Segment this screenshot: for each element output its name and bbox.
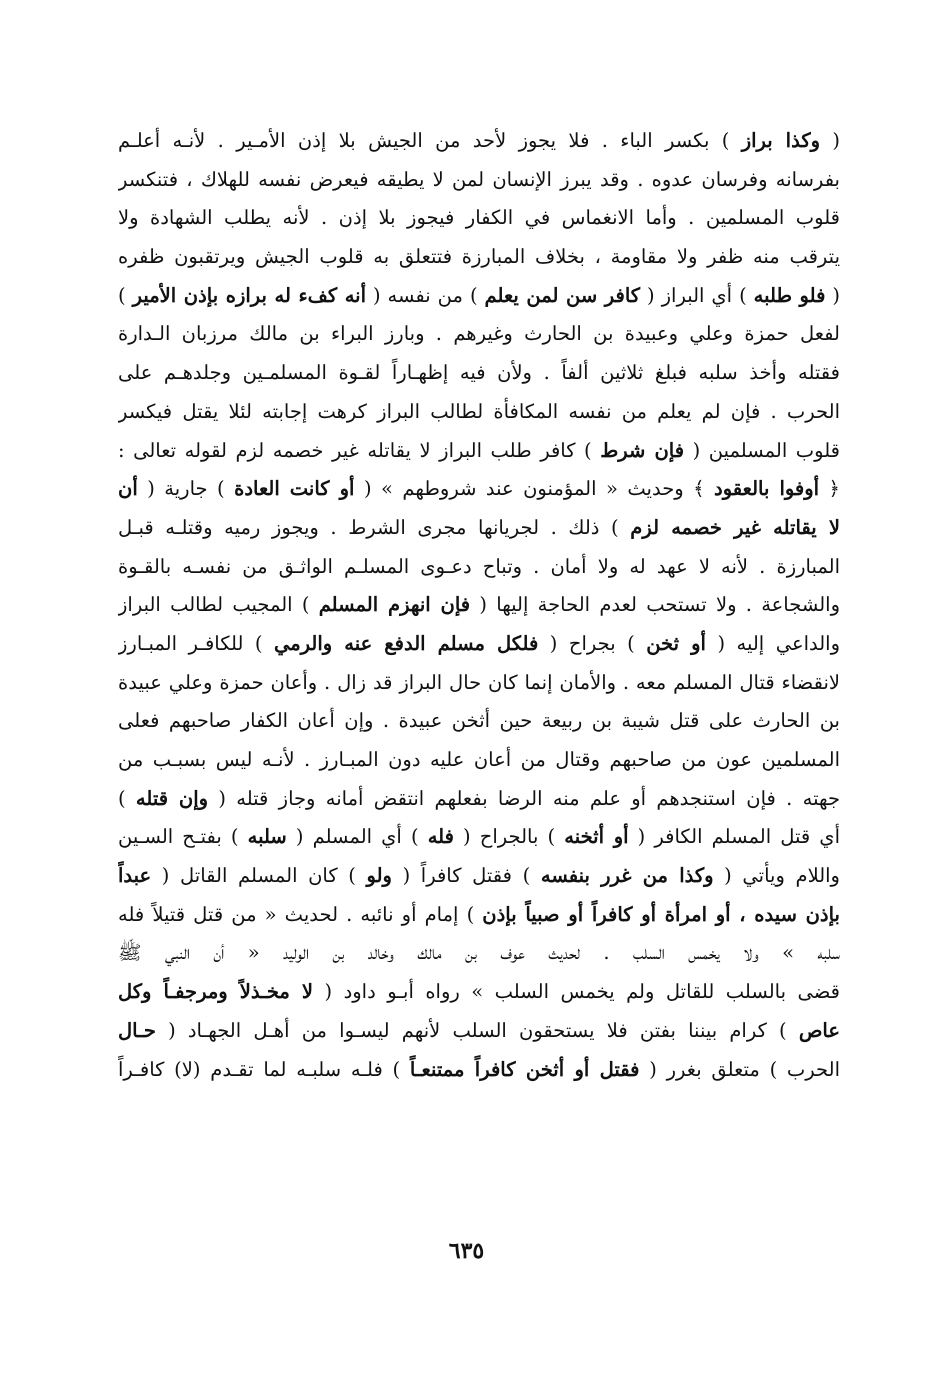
text-segment: ) أي البراز ( xyxy=(640,283,754,307)
text-segment: والداعي إليه ( xyxy=(705,631,840,655)
text-line xyxy=(118,393,840,432)
text-line xyxy=(118,238,840,277)
text-segment: قضى بالسلب للقاتل ولم يخمس السلب » رواه أبـو داود ( xyxy=(313,980,840,1004)
text-segment: ) من نفسه ( xyxy=(366,283,485,307)
text-line xyxy=(118,1051,840,1090)
bold-text-segment: ولو xyxy=(366,864,392,888)
text-segment: بفرسانه وفرسان عدوه . وقد يبرز الإنسان لمن لا يطيقه فيعرض نفسه للهلاك ، فتنكسر xyxy=(118,167,840,191)
bold-text-segment: أو ثخن xyxy=(646,631,706,655)
page-number: ٦٣٥ xyxy=(448,1238,485,1264)
text-segment: الحرب ) متعلق بغرر ( xyxy=(639,1057,840,1081)
bold-text-segment: كافر سن لمن يعلم xyxy=(484,283,641,307)
bold-text-segment: أن xyxy=(118,477,138,501)
bold-text-segment: أوفوا بالعقود xyxy=(714,477,820,501)
text-segment: ) بجراح ( xyxy=(538,631,647,655)
text-segment: لانقضاء قتال المسلم معه . والأمان إنما كان حال البراز قد زال . وأعان حمزة وعلي عبيدة xyxy=(118,670,840,694)
text-segment: ) كرام بيننا بفتن فلا يستحقون السلب لأنهم ليسـوا من أهـل الجهـاد ( xyxy=(155,1018,799,1042)
text-segment: ) أي المسلم ( xyxy=(286,825,428,849)
text-line xyxy=(118,1012,840,1051)
text-segment: ) فلـه سلبـه لما تقـدم (لا) كافـراً xyxy=(118,1057,410,1081)
text-line xyxy=(118,857,840,896)
text-segment: ) بكسر الباء . فلا يجوز لأحد من الجيش بلا إذن الأمـير . لأنـه أعلـم xyxy=(118,129,742,152)
text-segment: ) كان المسلم القاتل ( xyxy=(151,864,367,888)
text-segment: ( xyxy=(820,129,840,152)
body-text xyxy=(118,122,840,1089)
text-line xyxy=(118,509,840,548)
text-line xyxy=(118,934,840,973)
text-line xyxy=(118,161,840,200)
text-segment: ) بالجراح ( xyxy=(453,825,565,849)
text-line xyxy=(118,548,840,587)
text-segment: المسلمين عون من صاحبهم وقتال من أعان عليه دون المبـارز . لأنـه ليس بسبـب من xyxy=(118,748,840,771)
text-segment: ) المجيب لطالب البراز xyxy=(118,593,319,617)
text-segment: يترقب منه ظفر ولا مقاومة ، بخلاف المبارزة فتتعلق به قلوب الجيش ويرتقبون ظفره xyxy=(118,245,840,269)
bold-text-segment: وكذا من غرر بنفسه xyxy=(540,864,714,888)
text-line xyxy=(118,315,840,354)
text-segment: بن الحارث على قتل شيبة بن ربيعة حين أثخن عبيدة . وإن أعان الكفار صاحبهم فعلى xyxy=(118,709,840,733)
text-segment: ( xyxy=(825,283,840,307)
text-segment: والشجاعة . ولا تستحب لعدم الحاجة إليها ( xyxy=(470,593,840,617)
text-segment: لفعل حمزة وعلي وعبيدة بن الحارث وغيرهم . وبارز البراء بن مالك مرزبان الـدارة xyxy=(118,322,840,346)
bold-text-segment: لا مخـذلاً ومرجفـاً وكل xyxy=(118,980,314,1004)
text-segment: جهته . فإن استنجدهم أو علم منه الرضا بفعلهم انتقض أمانه وجاز قتله ( xyxy=(208,786,840,810)
bold-text-segment: فإن شرط xyxy=(600,438,685,462)
bold-text-segment: عاص xyxy=(798,1018,840,1042)
text-segment: ﴾ وحديث « المؤمنون عند شروطهم » ( xyxy=(354,477,715,501)
bold-text-segment: لا يقاتله غير خصمه لزم xyxy=(630,515,840,539)
bold-text-segment: فقتل أو أثخن كافراً ممتنعـاً xyxy=(409,1057,640,1081)
text-segment: ) فقتل كافراً ( xyxy=(391,864,541,888)
text-segment: فقتله وأخذ سلبه فبلغ ثلاثين ألفاً . ولأن فيه إظهـاراً لقـوة المسلمـين وجلدهـم على xyxy=(118,361,840,385)
text-segment: ) للكافـر المبـارز xyxy=(118,631,274,655)
text-segment: واللام ويأتي ( xyxy=(713,864,840,888)
text-line xyxy=(118,741,840,780)
text-line xyxy=(118,470,840,509)
bold-text-segment: أو أثخنه xyxy=(564,825,629,849)
bold-text-segment: سلبه xyxy=(247,825,287,849)
text-segment: سلبه » ولا يخمس السلب . لحديث عوف بن مالك وخالد بن الوليد « أن النبي ﷺ xyxy=(118,941,840,965)
text-segment: قلوب المسلمين . وأما الانغماس في الكفار فيجوز بلا إذن . لأنه يطلب الشهادة ولا xyxy=(118,206,840,230)
text-segment: ) بفتـح السـين xyxy=(118,825,248,849)
text-line xyxy=(118,780,840,819)
text-line xyxy=(118,896,840,935)
text-line xyxy=(118,277,840,316)
text-line xyxy=(118,625,840,664)
text-segment: قلوب المسلمين ( xyxy=(684,438,840,462)
bold-text-segment: فله xyxy=(427,825,454,849)
text-line xyxy=(118,702,840,741)
text-segment: الحرب . فإن لم يعلم من نفسه المكافأة لطالب البراز كرهت إجابته لئلا يقتل فيكسر xyxy=(118,399,840,423)
text-segment: المبارزة . لأنه لا عهد له ولا أمان . وتباح دعـوى المسلـم الواثـق من نفسـه بالقـوة xyxy=(118,554,840,578)
text-segment: ) xyxy=(118,283,133,307)
text-segment: ) ذلك . لجريانها مجرى الشرط . ويجوز رميه وقتلـه قبـل xyxy=(118,515,631,539)
bold-text-segment: وإن قتله xyxy=(135,786,209,810)
text-segment: ) جارية ( xyxy=(137,477,235,501)
bold-text-segment: حـال xyxy=(118,1018,156,1042)
bold-text-segment: فإن انهزم المسلم xyxy=(318,593,471,617)
text-segment: ﴿ xyxy=(819,477,840,501)
bold-text-segment: بإذن سيده ، أو امرأة أو كافراً أو صبياً بإذن xyxy=(482,902,840,926)
text-line xyxy=(118,199,840,238)
bold-text-segment: أو كانت العادة xyxy=(234,477,355,501)
text-line xyxy=(118,586,840,625)
text-segment: ) كافر طلب البراز لا يقاتله غير خصمه لزم لقوله تعالى : xyxy=(118,438,601,462)
text-line xyxy=(118,432,840,471)
text-line xyxy=(118,122,840,161)
bold-text-segment: عبداً xyxy=(118,864,152,888)
text-line xyxy=(118,973,840,1012)
text-segment: ) إمام أو نائبه . لحديث « من قتل قتيلاً فله xyxy=(118,902,483,926)
bold-text-segment: فلكل مسلم الدفع عنه والرمي xyxy=(273,631,539,655)
text-segment: ) xyxy=(118,786,136,810)
bold-text-segment: فلو طلبه xyxy=(753,283,826,307)
text-line xyxy=(118,664,840,703)
bold-text-segment: أنه كفء له برازه بإذن الأمير xyxy=(132,283,366,307)
text-line xyxy=(118,354,840,393)
text-segment: أي قتل المسلم الكافر ( xyxy=(628,825,840,849)
bold-text-segment: وكذا براز xyxy=(741,129,821,152)
text-line xyxy=(118,818,840,857)
